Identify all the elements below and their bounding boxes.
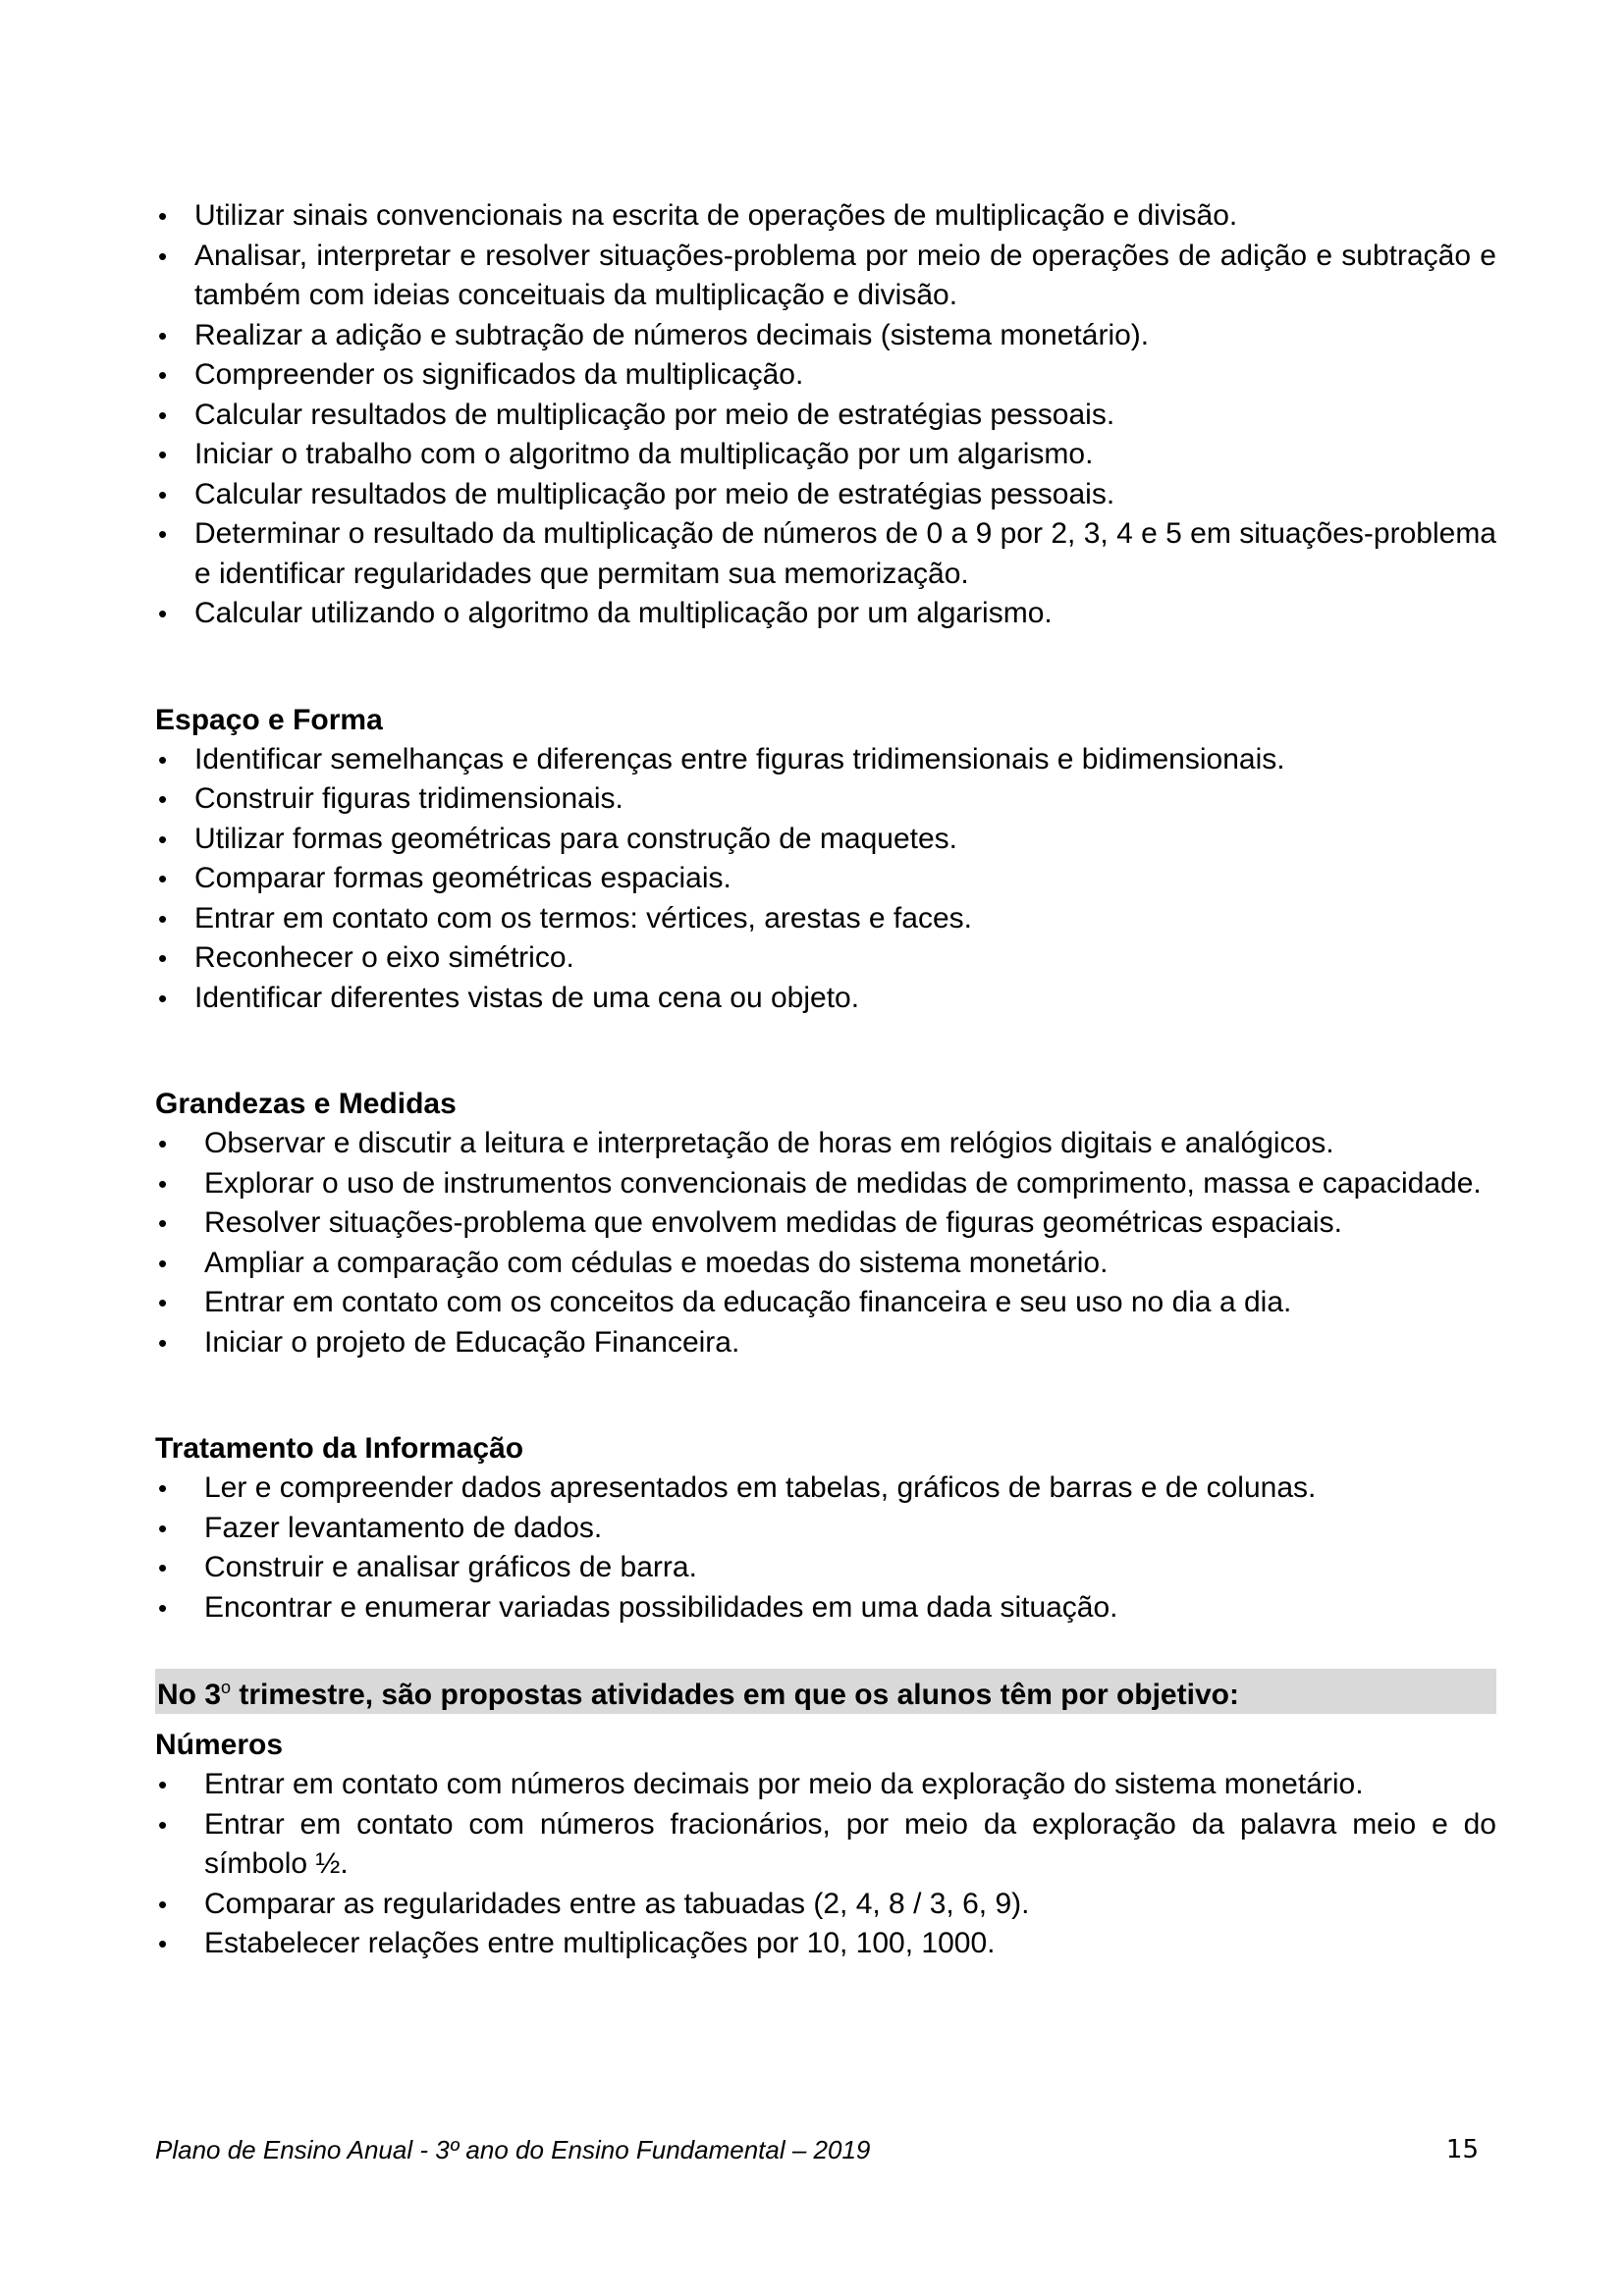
spacer [155,1018,1496,1085]
list-item: • Estabelecer relações entre multiplicações por 10, 100, 1000. [155,1924,1496,1964]
tratamento-informacao-list [155,1468,1496,1628]
page-number: 15 [1445,2135,1479,2164]
section-grandezas-medidas [155,1085,1496,1362]
grandezas-medidas-list [155,1124,1496,1362]
spacer [155,634,1496,701]
bullet-icon: • [158,201,168,231]
section-heading: Espaço e Forma [155,703,383,736]
bullet-icon: • [158,1248,168,1278]
list-item: • Identificar diferentes vistas de uma cena ou objeto. [155,979,1496,1019]
bullet-icon: • [158,1513,168,1543]
list-item: • Resolver situações-problema que envolvem medidas de figuras geométricas espaciais. [155,1203,1496,1244]
list-item: • Fazer levantamento de dados. [155,1509,1496,1549]
list-item: • Calcular resultados de multiplicação por meio de estratégias pessoais. [155,396,1496,436]
spacer [155,1362,1496,1429]
bullet-icon: • [158,1592,168,1623]
list-item: • Compreender os significados da multiplicação. [155,355,1496,396]
bullet-icon: • [158,1809,168,1840]
list-item: • Entrar em contato com números decimais por meio da exploração do sistema monetário. [155,1765,1496,1805]
intro-objectives-list [155,196,1496,634]
document-body [155,196,1496,1964]
list-item: • Construir figuras tridimensionais. [155,779,1496,820]
list-item: • Construir e analisar gráficos de barra. [155,1548,1496,1588]
list-item: • Utilizar sinais convencionais na escrita de operações de multiplicação e divisão. [155,196,1496,237]
list-item: • Iniciar o projeto de Educação Financeira. [155,1323,1496,1363]
bullet-icon: • [158,1770,168,1799]
numeros-list [155,1765,1496,1964]
bullet-icon: • [158,943,168,973]
section-tratamento-informacao [155,1429,1496,1628]
section-heading: Tratamento da Informação [155,1432,524,1465]
bullet-icon: • [158,744,168,774]
list-item: • Entrar em contato com números fracionários, por meio da exploração da palavra meio e do símbolo ½. [155,1805,1496,1885]
bullet-icon: • [158,1168,168,1199]
bullet-icon: • [158,983,168,1013]
footer-title: Plano de Ensino Anual - 3º ano do Ensino Fundamental – 2019 [155,2135,871,2164]
list-item: • Realizar a adição e subtração de números decimais (sistema monetário). [155,316,1496,356]
bullet-icon: • [158,479,168,509]
bullet-icon: • [158,320,168,350]
bullet-icon: • [158,1129,168,1158]
bullet-icon: • [158,1929,168,1958]
bullet-icon: • [158,599,168,628]
bullet-icon: • [158,824,168,854]
bullet-icon: • [158,240,168,271]
bullet-icon: • [158,1889,168,1919]
list-item: • Utilizar formas geométricas para construção de maquetes. [155,820,1496,860]
bullet-icon: • [158,1288,168,1317]
trimestre-banner: No 3$^o$ trimestre, são propostas atividades em que os alunos têm por objetivo: [155,1669,1496,1714]
list-item: • Calcular utilizando o algoritmo da multiplicação por um algarismo. [155,594,1496,634]
section-heading: Grandezas e Medidas [155,1088,457,1120]
list-item: • Reconhecer o eixo simétrico. [155,938,1496,979]
list-item: • Analisar, interpretar e resolver situações-problema por meio de operações de adição e subtração e também com ideias conceituais da multiplicação e divisão. [155,237,1496,316]
list-item: • Entrar em contato com os conceitos da educação financeira e seu uso no dia a dia. [155,1283,1496,1323]
section-espaco-forma [155,701,1496,1019]
list-item: • Identificar semelhanças e diferenças entre figuras tridimensionais e bidimensionais. [155,740,1496,780]
list-item: • Determinar o resultado da multiplicação de números de 0 a 9 por 2, 3, 4 e 5 em situações-problema e identificar regularidades que permitam sua memorização. [155,514,1496,594]
bullet-icon: • [158,784,168,814]
bullet-icon: • [158,519,168,549]
list-item: • Comparar formas geométricas espaciais. [155,859,1496,899]
list-item: • Encontrar e enumerar variadas possibilidades em uma dada situação. [155,1588,1496,1629]
bullet-icon: • [158,1208,168,1238]
bullet-icon: • [158,360,168,390]
list-item: • Ampliar a comparação com cédulas e moedas do sistema monetário. [155,1244,1496,1284]
bullet-icon: • [158,864,168,893]
bullet-icon: • [158,400,168,430]
section-heading: Números [155,1729,284,1761]
bullet-icon: • [158,1327,168,1358]
bullet-icon: • [158,1553,168,1582]
list-item: • Comparar as regularidades entre as tabuadas (2, 4, 8 / 3, 6, 9). [155,1885,1496,1925]
list-item: • Calcular resultados de multiplicação por meio de estratégias pessoais. [155,475,1496,515]
list-item: • Iniciar o trabalho com o algoritmo da multiplicação por um algarismo. [155,435,1496,475]
section-numeros [155,1726,1496,1964]
list-item: • Entrar em contato com os termos: vértices, arestas e faces. [155,899,1496,939]
bullet-icon: • [158,1473,168,1503]
list-item: • Ler e compreender dados apresentados em tabelas, gráficos de barras e de colunas. [155,1468,1496,1509]
list-item: • Explorar o uso de instrumentos convencionais de medidas de comprimento, massa e capacidade. [155,1164,1496,1204]
list-item: • Observar e discutir a leitura e interpretação de horas em relógios digitais e analógicos. [155,1124,1496,1164]
espaco-forma-list [155,740,1496,1019]
bullet-icon: • [158,440,168,469]
bullet-icon: • [158,903,168,934]
